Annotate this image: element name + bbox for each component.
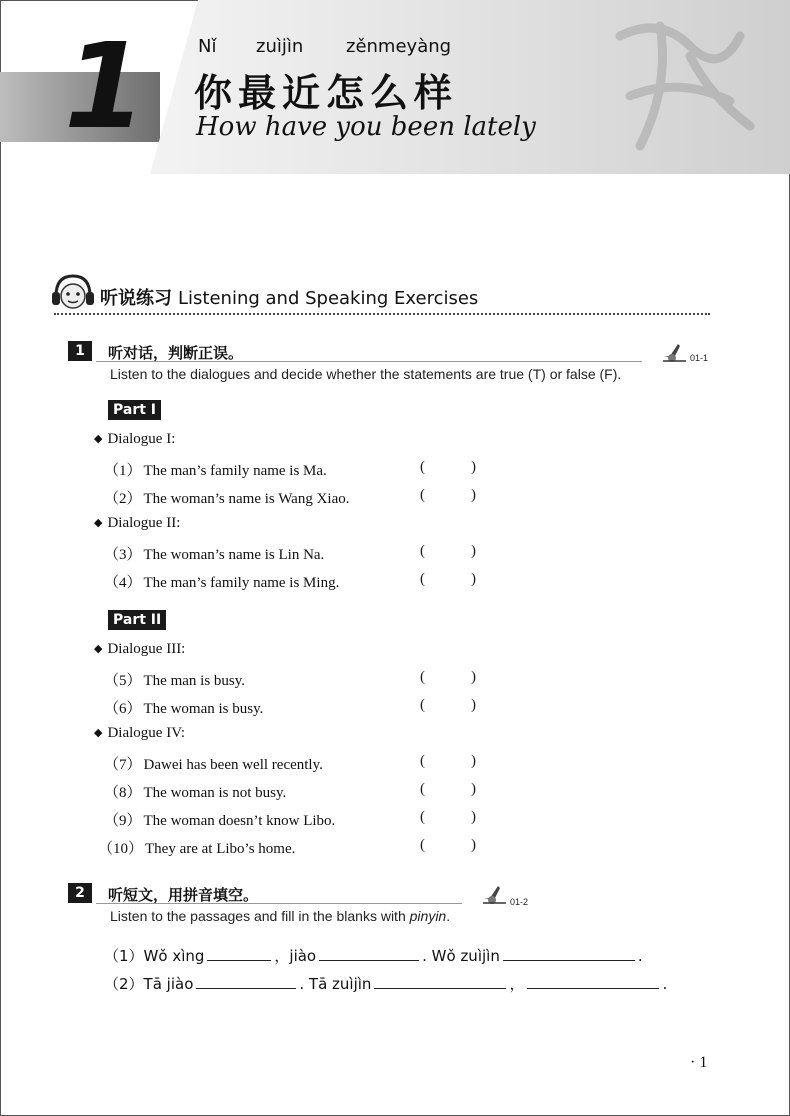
blank-1-2[interactable] [319, 944, 419, 961]
calligraphy-watermark-icon [600, 6, 760, 166]
page-number: · 1 [690, 1054, 708, 1071]
pinyin-zuijin: zuìjìn [256, 36, 304, 57]
part-1-label: Part I [108, 400, 161, 420]
lesson-title-english: How have you been lately [196, 112, 536, 142]
audio-track-01-1: 01-1 [690, 353, 709, 363]
fill-line-2: （2）Tā jiào . Tā zuìjìn ， . [104, 972, 667, 994]
audio-speaker-icon-2 [480, 882, 510, 906]
exercise-1-instruction-chinese: 听对话，判断正误。 [108, 344, 244, 362]
statement-6: （6） The woman is busy. [104, 701, 264, 717]
blank-2-1[interactable] [196, 972, 296, 989]
statement-10: （10） They are at Libo’s home. [98, 841, 296, 857]
statement-8: （8） The woman is not busy. [104, 785, 287, 801]
statement-7: （7） Dawei has been well recently. [104, 757, 323, 773]
statement-3: （3） The woman’s name is Lin Na. [104, 547, 325, 563]
fill-line-1: （1）Wǒ xìng ，jiào . Wǒ zuìjìn . [104, 944, 643, 966]
exercise-1-instruction-english: Listen to the dialogues and decide whether the statements are true (T) or false (F). [110, 366, 622, 382]
audio-track-01-2: 01-2 [510, 897, 529, 907]
exercise-2-instruction-chinese: 听短文，用拼音填空。 [108, 886, 259, 904]
answer-box-1[interactable]: ( ) [420, 459, 476, 475]
section-title-chinese: 听说练习 [100, 288, 172, 309]
exercise-1-rule [96, 361, 642, 362]
answer-box-3[interactable]: ( ) [420, 543, 476, 559]
blank-2-2[interactable] [374, 972, 506, 989]
dialogue-1-label: ◆ Dialogue I: [94, 431, 176, 447]
pinyin-ni: Nǐ [198, 36, 217, 57]
audio-speaker-icon [660, 340, 690, 364]
answer-box-4[interactable]: ( ) [420, 571, 476, 587]
section-title [100, 284, 478, 310]
lesson-number: 1 [64, 17, 147, 155]
dialogue-4-label: ◆ Dialogue IV: [94, 725, 186, 741]
lesson-title-chinese: 你最近怎么样 [194, 71, 459, 115]
answer-box-9[interactable]: ( ) [420, 809, 476, 825]
statement-9: （9） The woman doesn’t know Libo. [104, 813, 336, 829]
answer-box-7[interactable]: ( ) [420, 753, 476, 769]
exercise-2-number: 2 [68, 883, 92, 903]
statement-1: （1） The man’s family name is Ma. [104, 463, 327, 479]
statement-5: （5） The man is busy. [104, 673, 246, 689]
blank-2-3[interactable] [527, 972, 659, 989]
answer-box-2[interactable]: ( ) [420, 487, 476, 503]
headphones-icon [50, 272, 96, 312]
dialogue-3-label: ◆ Dialogue III: [94, 641, 186, 657]
statement-4: （4） The man’s family name is Ming. [104, 575, 340, 591]
statement-2: （2） The woman’s name is Wang Xiao. [104, 491, 350, 507]
answer-box-6[interactable]: ( ) [420, 697, 476, 713]
exercise-2-instruction-english: Listen to the passages and fill in the blanks with pinyin. [110, 908, 451, 924]
answer-box-5[interactable]: ( ) [420, 669, 476, 685]
answer-box-10[interactable]: ( ) [420, 837, 476, 853]
part-2-label: Part II [108, 610, 166, 630]
exercise-2-rule [96, 903, 462, 904]
blank-1-3[interactable] [503, 944, 635, 961]
answer-box-8[interactable]: ( ) [420, 781, 476, 797]
dialogue-2-label: ◆ Dialogue II: [94, 515, 181, 531]
section-title-english: Listening and Speaking Exercises [178, 288, 479, 309]
exercise-1-number: 1 [68, 341, 92, 361]
section-divider [54, 313, 710, 315]
blank-1-1[interactable] [207, 944, 271, 961]
pinyin-zenmeyang: zěnmeyàng [346, 36, 452, 57]
